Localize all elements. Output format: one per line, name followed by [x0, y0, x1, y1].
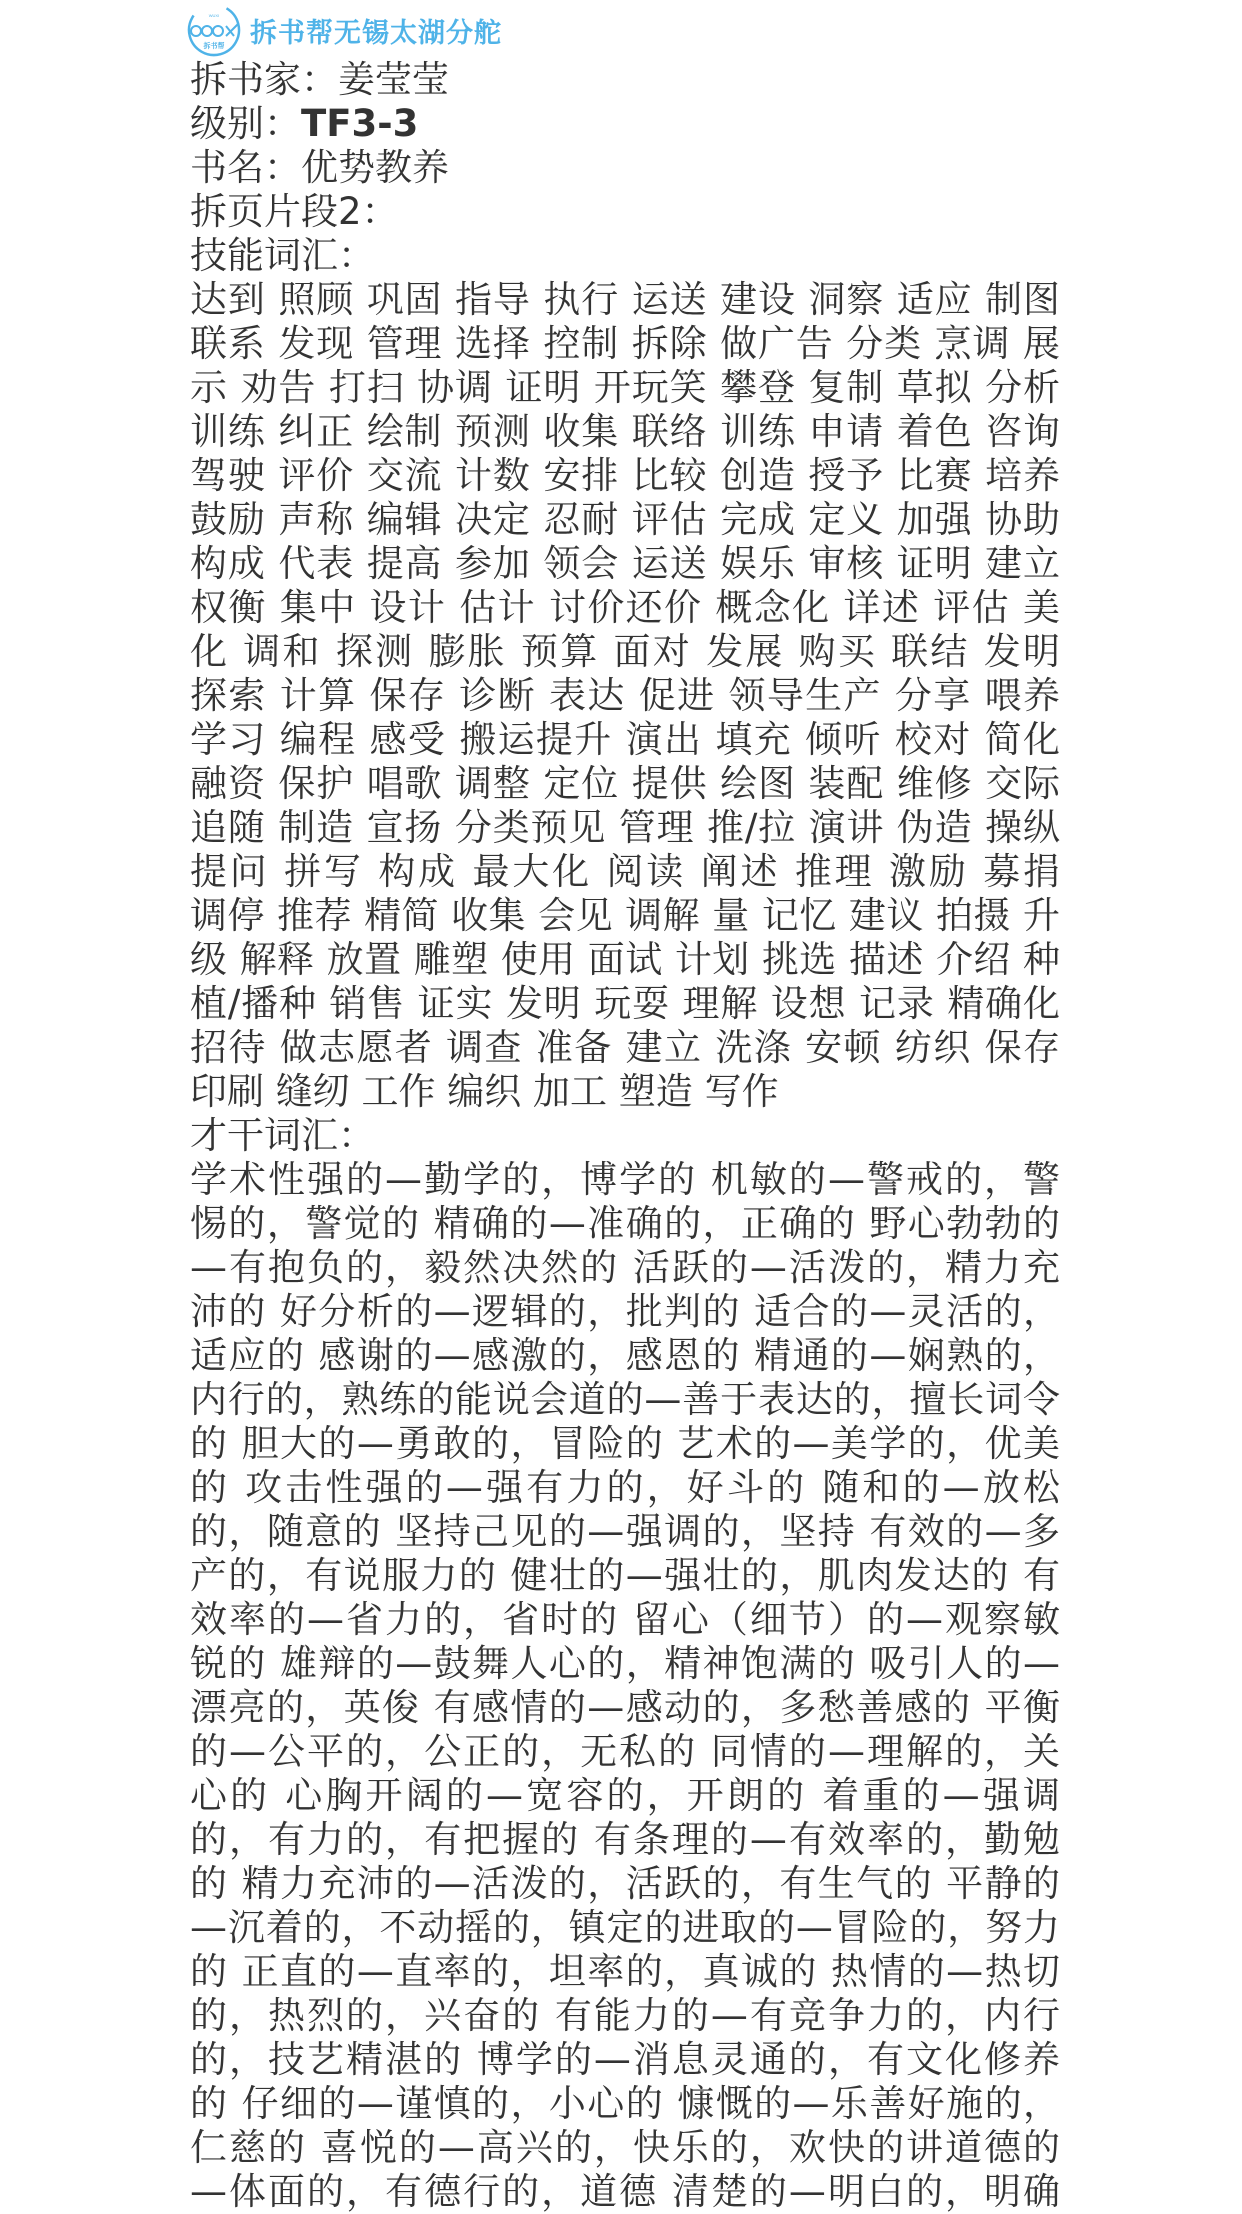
level-value: TF3-3	[301, 102, 419, 145]
book-value: 优势教养	[301, 146, 449, 189]
talents-line: 惕的，警觉的 精确的—准确的，正确的 野心勃勃的	[190, 1202, 1060, 1245]
skills-line: 示 劝告 打扫 协调 证明 开玩笑 攀登 复制 草拟 分析	[190, 366, 1060, 409]
talents-line: 内行的，熟练的能说会道的—善于表达的，擅长词令	[190, 1378, 1060, 1421]
brand-title: 拆书帮无锡太湖分舵	[250, 17, 502, 49]
book-label: 书名：	[190, 146, 301, 189]
skills-line: 印刷 缝纫 工作 编织 加工 塑造 写作	[190, 1070, 779, 1113]
skills-line: 融资 保护 唱歌 调整 定位 提供 绘图 装配 维修 交际	[190, 762, 1060, 805]
talents-line: 的—公平的，公正的，无私的 同情的—理解的，关	[190, 1730, 1060, 1773]
talents-line: 的 胆大的—勇敢的，冒险的 艺术的—美学的，优美	[190, 1422, 1060, 1465]
talents-line: —体面的，有德行的，道德 清楚的—明白的，明确	[190, 2170, 1060, 2213]
level-line	[190, 102, 1060, 146]
skills-line: 招待 做志愿者 调查 准备 建立 洗涤 安顿 纺织 保存	[190, 1026, 1060, 1069]
skills-line: 学习 编程 感受 搬运提升 演出 填充 倾听 校对 简化	[190, 718, 1060, 761]
talents-line: 的，随意的 坚持己见的—强调的，坚持 有效的—多	[190, 1510, 1060, 1553]
author-line	[190, 58, 1060, 102]
talents-line: 效率的—省力的，省时的 留心（细节）的—观察敏	[190, 1598, 1060, 1641]
talents-line: 的 仔细的—谨慎的，小心的 慷慨的—乐善好施的，	[190, 2082, 1060, 2125]
skills-line: 提问 拼写 构成 最大化 阅读 阐述 推理 激励 募捐	[190, 850, 1060, 893]
brand-header	[186, 2, 502, 58]
skills-line: 植/播种 销售 证实 发明 玩耍 理解 设想 记录 精确化	[190, 982, 1060, 1025]
author-label: 拆书家：	[190, 58, 338, 101]
talents-line: 仁慈的 喜悦的—高兴的，快乐的，欢快的讲道德的	[190, 2126, 1060, 2169]
level-label: 级别：	[190, 102, 301, 145]
talents-line: 的，热烈的，兴奋的 有能力的—有竞争力的，内行	[190, 1994, 1060, 2037]
svg-text:拆书帮: 拆书帮	[203, 42, 225, 50]
skills-line: 鼓励 声称 编辑 决定 忍耐 评估 完成 定义 加强 协助	[190, 498, 1060, 541]
svg-text:WUXI: WUXI	[208, 13, 220, 18]
talents-line: 锐的 雄辩的—鼓舞人心的，精神饱满的 吸引人的—	[190, 1642, 1060, 1685]
author-value: 姜莹莹	[338, 58, 449, 101]
skills-line: 训练 纠正 绘制 预测 收集 联络 训练 申请 着色 咨询	[190, 410, 1060, 453]
talents-line: 的，技艺精湛的 博学的—消息灵通的，有文化修养	[190, 2038, 1060, 2081]
skills-list	[190, 278, 1060, 1114]
skills-line: 级 解释 放置 雕塑 使用 面试 计划 挑选 描述 介绍 种	[190, 938, 1060, 981]
skills-line: 达到 照顾 巩固 指导 执行 运送 建设 洞察 适应 制图	[190, 278, 1060, 321]
skills-heading: 技能词汇：	[190, 234, 375, 277]
talents-line: 适应的 感谢的—感激的，感恩的 精通的—娴熟的，	[190, 1334, 1060, 1377]
talents-line: —沉着的，不动摇的，镇定的进取的—冒险的，努力	[190, 1906, 1060, 1949]
talents-list	[190, 1158, 1060, 2214]
document-body	[190, 58, 1060, 2214]
segment-label: 拆页片段2：	[190, 190, 399, 233]
talents-line: 学术性强的—勤学的，博学的 机敏的—警戒的，警	[190, 1158, 1060, 1201]
skills-line: 化 调和 探测 膨胀 预算 面对 发展 购买 联结 发明	[190, 630, 1060, 673]
skills-line: 追随 制造 宣扬 分类预见 管理 推/拉 演讲 伪造 操纵	[190, 806, 1060, 849]
skills-line: 探索 计算 保存 诊断 表达 促进 领导生产 分享 喂养	[190, 674, 1060, 717]
talents-heading: 才干词汇：	[190, 1114, 375, 1157]
skills-line: 调停 推荐 精简 收集 会见 调解 量 记忆 建议 拍摄 升	[190, 894, 1060, 937]
skills-line: 联系 发现 管理 选择 控制 拆除 做广告 分类 烹调 展	[190, 322, 1060, 365]
book-logo-icon	[186, 2, 242, 58]
talents-line: 的，有力的，有把握的 有条理的—有效率的，勤勉	[190, 1818, 1060, 1861]
talents-line: 漂亮的，英俊 有感情的—感动的，多愁善感的 平衡	[190, 1686, 1060, 1729]
talents-line: 的 精力充沛的—活泼的，活跃的，有生气的 平静的	[190, 1862, 1060, 1905]
talents-line: 沛的 好分析的—逻辑的，批判的 适合的—灵活的，	[190, 1290, 1060, 1333]
talents-line: —有抱负的，毅然决然的 活跃的—活泼的，精力充	[190, 1246, 1060, 1289]
book-line	[190, 146, 1060, 190]
skills-line: 权衡 集中 设计 估计 讨价还价 概念化 详述 评估 美	[190, 586, 1060, 629]
talents-line: 心的 心胸开阔的—宽容的，开朗的 着重的—强调	[190, 1774, 1060, 1817]
talents-line: 产的，有说服力的 健壮的—强壮的，肌肉发达的 有	[190, 1554, 1060, 1597]
skills-line: 构成 代表 提高 参加 领会 运送 娱乐 审核 证明 建立	[190, 542, 1060, 585]
talents-line: 的 正直的—直率的，坦率的，真诚的 热情的—热切	[190, 1950, 1060, 1993]
skills-line: 驾驶 评价 交流 计数 安排 比较 创造 授予 比赛 培养	[190, 454, 1060, 497]
talents-line: 的 攻击性强的—强有力的，好斗的 随和的—放松	[190, 1466, 1060, 1509]
